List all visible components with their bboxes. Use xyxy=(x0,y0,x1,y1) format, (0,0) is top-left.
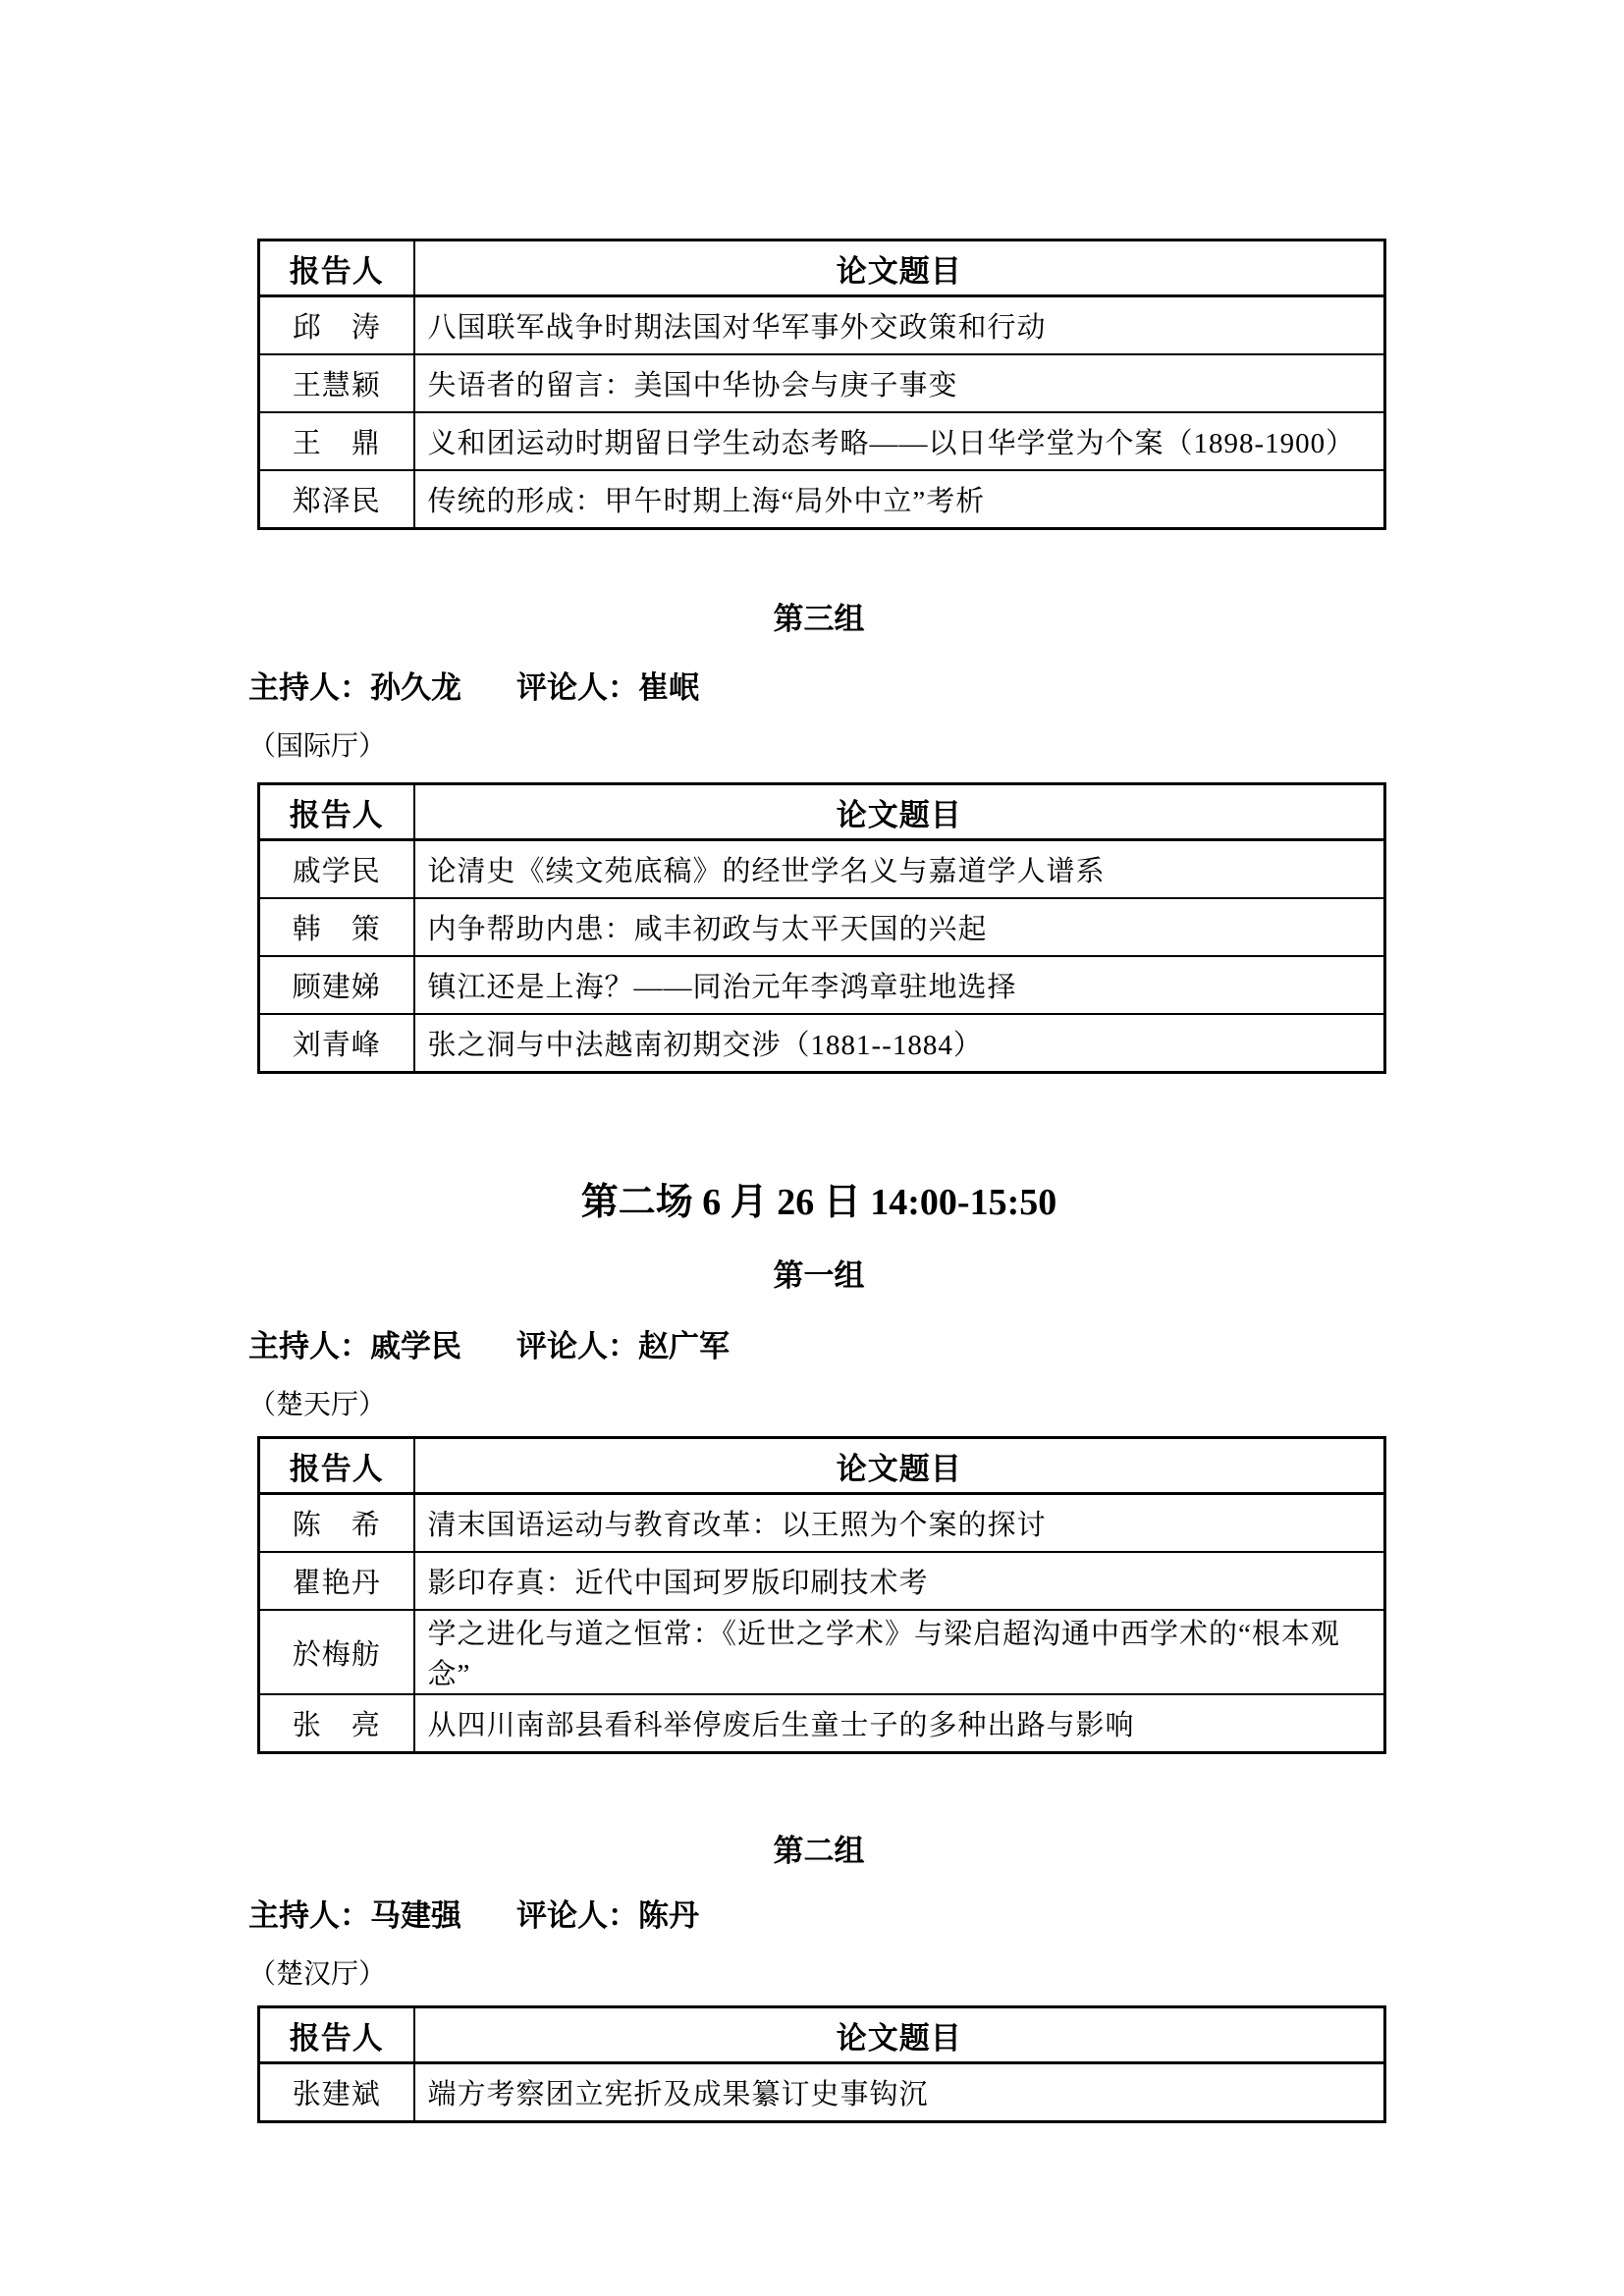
room-name: （国际厅） xyxy=(248,731,387,762)
paper-title-cell: 失语者的留言：美国中华协会与庚子事变 xyxy=(414,354,1385,412)
host-label: 主持人：孙久龙 xyxy=(248,670,461,705)
speaker-cell: 郑泽民 xyxy=(259,470,414,529)
speaker-cell: 瞿艳丹 xyxy=(259,1552,414,1610)
paper-title-cell: 从四川南部县看科举停废后生童士子的多种出路与影响 xyxy=(414,1694,1385,1753)
hosts-line xyxy=(248,1330,1389,1363)
speaker-cell: 顾建娣 xyxy=(259,956,414,1014)
room-name: （楚天厅） xyxy=(248,1390,387,1420)
speaker-cell: 戚学民 xyxy=(259,840,414,899)
paper-title-cell: 义和团运动时期留日学生动态考略——以日华学堂为个案（1898-1900） xyxy=(414,412,1385,470)
paper-title-cell: 学之进化与道之恒常：《近世之学术》与梁启超沟通中西学术的“根本观念” xyxy=(414,1610,1385,1694)
table-row xyxy=(259,1552,1385,1610)
speaker-cell: 於梅舫 xyxy=(259,1610,414,1694)
paper-title-cell: 影印存真：近代中国珂罗版印刷技术考 xyxy=(414,1552,1385,1610)
table-row xyxy=(259,1014,1385,1073)
table-row xyxy=(259,1610,1385,1694)
speaker-cell: 韩 策 xyxy=(259,898,414,956)
papers-table xyxy=(257,2005,1386,2123)
speaker-cell: 陈 希 xyxy=(259,1494,414,1553)
table-header-row xyxy=(259,784,1385,840)
table-header-row xyxy=(259,2007,1385,2063)
session-heading: 第二场 6 月 26 日 14:00-15:50 xyxy=(580,1182,1057,1223)
table-row xyxy=(259,1494,1385,1553)
title-column-header: 论文题目 xyxy=(414,1438,1385,1494)
speaker-cell: 王 鼎 xyxy=(259,412,414,470)
speaker-cell: 刘青峰 xyxy=(259,1014,414,1073)
commentator-label: 评论人：陈丹 xyxy=(516,1898,699,1933)
table-row xyxy=(259,1694,1385,1753)
table-row xyxy=(259,412,1385,470)
papers-table xyxy=(257,782,1386,1074)
title-column-header: 论文题目 xyxy=(414,784,1385,840)
paper-title-cell: 内争帮助内患：咸丰初政与太平天国的兴起 xyxy=(414,898,1385,956)
title-column-header: 论文题目 xyxy=(414,2007,1385,2063)
table-row xyxy=(259,898,1385,956)
host-label: 主持人：马建强 xyxy=(248,1898,461,1933)
group-heading: 第三组 xyxy=(773,602,865,636)
document-content xyxy=(248,0,1389,2123)
speaker-cell: 张 亮 xyxy=(259,1694,414,1753)
table-row xyxy=(259,2063,1385,2122)
table-row xyxy=(259,470,1385,529)
table-row xyxy=(259,354,1385,412)
title-column-header: 论文题目 xyxy=(414,240,1385,296)
room-name: （楚汉厅） xyxy=(248,1959,387,1990)
group-heading: 第二组 xyxy=(773,1834,865,1868)
commentator-label: 评论人：赵广军 xyxy=(516,1329,730,1363)
hosts-line xyxy=(248,1899,1389,1933)
paper-title-cell: 端方考察团立宪折及成果纂订史事钩沉 xyxy=(414,2063,1385,2122)
speaker-column-header: 报告人 xyxy=(259,784,414,840)
speaker-cell: 邱 涛 xyxy=(259,296,414,355)
host-label: 主持人：戚学民 xyxy=(248,1329,461,1363)
hosts-line xyxy=(248,671,1389,705)
speaker-cell: 王慧颖 xyxy=(259,354,414,412)
paper-title-cell: 张之洞与中法越南初期交涉（1881--1884） xyxy=(414,1014,1385,1073)
paper-title-cell: 镇江还是上海？——同治元年李鸿章驻地选择 xyxy=(414,956,1385,1014)
paper-title-cell: 传统的形成：甲午时期上海“局外中立”考析 xyxy=(414,470,1385,529)
paper-title-cell: 清末国语运动与教育改革：以王照为个案的探讨 xyxy=(414,1494,1385,1553)
table-row xyxy=(259,296,1385,355)
table-header-row xyxy=(259,240,1385,296)
paper-title-cell: 八国联军战争时期法国对华军事外交政策和行动 xyxy=(414,296,1385,355)
papers-table xyxy=(257,239,1386,530)
table-row xyxy=(259,840,1385,899)
speaker-cell: 张建斌 xyxy=(259,2063,414,2122)
speaker-column-header: 报告人 xyxy=(259,2007,414,2063)
table-row xyxy=(259,956,1385,1014)
group-heading: 第一组 xyxy=(773,1258,865,1293)
paper-title-cell: 论清史《续文苑底稿》的经世学名义与嘉道学人谱系 xyxy=(414,840,1385,899)
commentator-label: 评论人：崔岷 xyxy=(516,670,699,705)
speaker-column-header: 报告人 xyxy=(259,240,414,296)
speaker-column-header: 报告人 xyxy=(259,1438,414,1494)
papers-table xyxy=(257,1436,1386,1754)
table-header-row xyxy=(259,1438,1385,1494)
